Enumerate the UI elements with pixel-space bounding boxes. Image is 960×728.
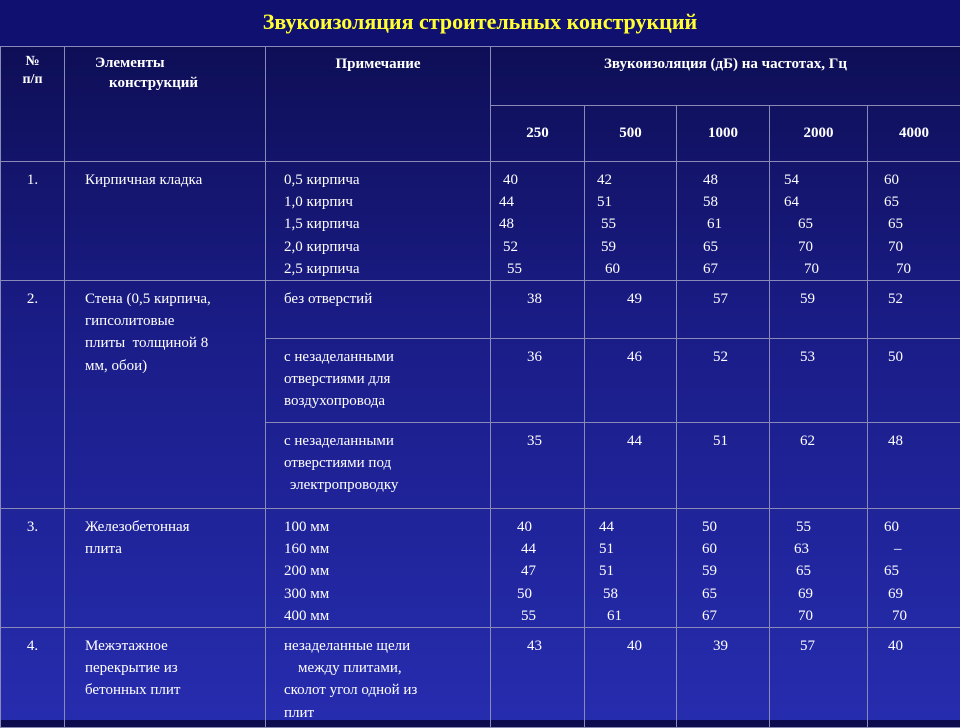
cell-line: плита: [85, 538, 259, 560]
header-freq: 250: [491, 106, 585, 162]
row-number: 3.: [1, 509, 65, 628]
cell-line: Кирпичная кладка: [85, 169, 259, 191]
value-cell: [677, 628, 770, 728]
value: 53: [770, 346, 867, 368]
value-cell: [491, 162, 585, 281]
value: 59: [677, 560, 769, 582]
value: 60: [868, 169, 960, 191]
cell-line: воздухопровода: [284, 390, 486, 412]
value-cell: [677, 509, 770, 628]
cell-line: 2,0 кирпича: [284, 236, 486, 258]
note-cell: [266, 281, 491, 339]
value-cell: [868, 162, 960, 281]
value: 36: [491, 346, 584, 368]
cell-line: с незаделанными: [284, 430, 486, 452]
value-cell: [677, 162, 770, 281]
cell-line: 1,5 кирпича: [284, 213, 486, 235]
value: 51: [677, 430, 769, 452]
value: 51: [585, 560, 676, 582]
value: 57: [677, 288, 769, 310]
cell-line: отверстиями для: [284, 368, 486, 390]
value: 44: [491, 191, 584, 213]
value: 59: [585, 236, 676, 258]
value: 55: [491, 258, 584, 280]
table-row: [1, 281, 960, 339]
cell-line: незаделанные щели: [284, 635, 486, 657]
page-title: Звукоизоляция строительных конструкций: [0, 0, 960, 46]
table-row: [1, 162, 960, 281]
value: 55: [770, 516, 867, 538]
value: 58: [585, 583, 676, 605]
cell-line: 1,0 кирпич: [284, 191, 486, 213]
value-cell: [770, 162, 868, 281]
value: 63: [770, 538, 867, 560]
value: 52: [868, 288, 960, 310]
cell-line: Стена (0,5 кирпича,: [85, 288, 259, 310]
sound-insulation-table: [0, 46, 960, 728]
value: 40: [585, 635, 676, 657]
value: 52: [491, 236, 584, 258]
value: 39: [677, 635, 769, 657]
value: 60: [868, 516, 960, 538]
value: 70: [770, 236, 867, 258]
value-cell: [677, 281, 770, 339]
cell-line: 400 мм: [284, 605, 486, 627]
value: 60: [677, 538, 769, 560]
value: 55: [491, 605, 584, 627]
value: 65: [770, 560, 867, 582]
table-row: [1, 628, 960, 728]
value: 44: [585, 516, 676, 538]
value: 47: [491, 560, 584, 582]
value-cell: [677, 339, 770, 423]
cell-line: с незаделанными: [284, 346, 486, 368]
header-freq: 2000: [770, 106, 868, 162]
value: 64: [770, 191, 867, 213]
value: 70: [770, 258, 867, 280]
header-note: Примечание: [266, 47, 491, 162]
value: 48: [677, 169, 769, 191]
cell-line: плиты толщиной 8: [85, 332, 259, 354]
cell-line: между плитами,: [284, 657, 486, 679]
value-cell: [585, 281, 677, 339]
value: 59: [770, 288, 867, 310]
value-cell: [491, 628, 585, 728]
value-cell: [770, 339, 868, 423]
value: 67: [677, 258, 769, 280]
value: 70: [868, 605, 960, 627]
cell-line: отверстиями под: [284, 452, 486, 474]
value: 38: [491, 288, 584, 310]
cell-line: 100 мм: [284, 516, 486, 538]
value: 65: [868, 213, 960, 235]
cell-line: Межэтажное: [85, 635, 259, 657]
cell-line: бетонных плит: [85, 679, 259, 701]
header-row: [1, 47, 960, 106]
value: 69: [770, 583, 867, 605]
table-row: [1, 509, 960, 628]
cell-line: гипсолитовые: [85, 310, 259, 332]
header-number: № п/п: [1, 47, 65, 162]
note-cell: [266, 339, 491, 423]
value: 46: [585, 346, 676, 368]
value-cell: [491, 281, 585, 339]
value-cell: [770, 509, 868, 628]
value: 44: [585, 430, 676, 452]
cell-line: электропроводку: [284, 474, 486, 496]
cell-line: плит: [284, 702, 486, 724]
element-cell: [65, 509, 266, 628]
header-elements: Элементы конструкций: [65, 47, 266, 162]
value-cell: [585, 509, 677, 628]
cell-line: 160 мм: [284, 538, 486, 560]
value: 69: [868, 583, 960, 605]
value: 70: [868, 236, 960, 258]
cell-line: 2,5 кирпича: [284, 258, 486, 280]
value: 51: [585, 191, 676, 213]
note-cell: [266, 628, 491, 728]
header-freq: 4000: [868, 106, 960, 162]
value: 65: [868, 560, 960, 582]
value: 48: [491, 213, 584, 235]
value: 65: [868, 191, 960, 213]
value: 43: [491, 635, 584, 657]
row-number: 1.: [1, 162, 65, 281]
value-cell: [585, 628, 677, 728]
row-number: 2.: [1, 281, 65, 509]
value: 50: [491, 583, 584, 605]
note-cell: [266, 162, 491, 281]
row-number: 4.: [1, 628, 65, 728]
value-cell: [491, 509, 585, 628]
cell-line: сколот угол одной из: [284, 679, 486, 701]
value: 58: [677, 191, 769, 213]
value-cell: [491, 423, 585, 509]
value: 51: [585, 538, 676, 560]
value: 50: [868, 346, 960, 368]
value: 40: [868, 635, 960, 657]
value: 48: [868, 430, 960, 452]
cell-line: без отверстий: [284, 288, 486, 310]
element-cell: [65, 162, 266, 281]
cell-line: 200 мм: [284, 560, 486, 582]
header-frequency-group: Звукоизоляция (дБ) на частотах, Гц: [491, 47, 960, 106]
value: 50: [677, 516, 769, 538]
value: 55: [585, 213, 676, 235]
value: 62: [770, 430, 867, 452]
cell-line: Железобетонная: [85, 516, 259, 538]
cell-line: 300 мм: [284, 583, 486, 605]
value-cell: [770, 628, 868, 728]
value-cell: [491, 339, 585, 423]
value-cell: [868, 423, 960, 509]
value-cell: [868, 628, 960, 728]
value: –: [868, 538, 960, 560]
value: 67: [677, 605, 769, 627]
value-cell: [585, 162, 677, 281]
cell-line: 0,5 кирпича: [284, 169, 486, 191]
value-cell: [585, 423, 677, 509]
value-cell: [868, 509, 960, 628]
value: 40: [491, 516, 584, 538]
value-cell: [868, 281, 960, 339]
value: 49: [585, 288, 676, 310]
value-cell: [585, 339, 677, 423]
value-cell: [677, 423, 770, 509]
note-cell: [266, 423, 491, 509]
value: 70: [770, 605, 867, 627]
cell-line: мм, обои): [85, 355, 259, 377]
header-freq: 1000: [677, 106, 770, 162]
note-cell: [266, 509, 491, 628]
value-cell: [868, 339, 960, 423]
value: 42: [585, 169, 676, 191]
value: 61: [677, 213, 769, 235]
value: 57: [770, 635, 867, 657]
value: 40: [491, 169, 584, 191]
value: 61: [585, 605, 676, 627]
value: 65: [677, 583, 769, 605]
value: 70: [868, 258, 960, 280]
value: 65: [770, 213, 867, 235]
value: 54: [770, 169, 867, 191]
element-cell: [65, 628, 266, 728]
cell-line: перекрытие из: [85, 657, 259, 679]
value: 65: [677, 236, 769, 258]
header-freq: 500: [585, 106, 677, 162]
value: 60: [585, 258, 676, 280]
element-cell: [65, 281, 266, 509]
value: 52: [677, 346, 769, 368]
value: 44: [491, 538, 584, 560]
value-cell: [770, 423, 868, 509]
value: 35: [491, 430, 584, 452]
value-cell: [770, 281, 868, 339]
